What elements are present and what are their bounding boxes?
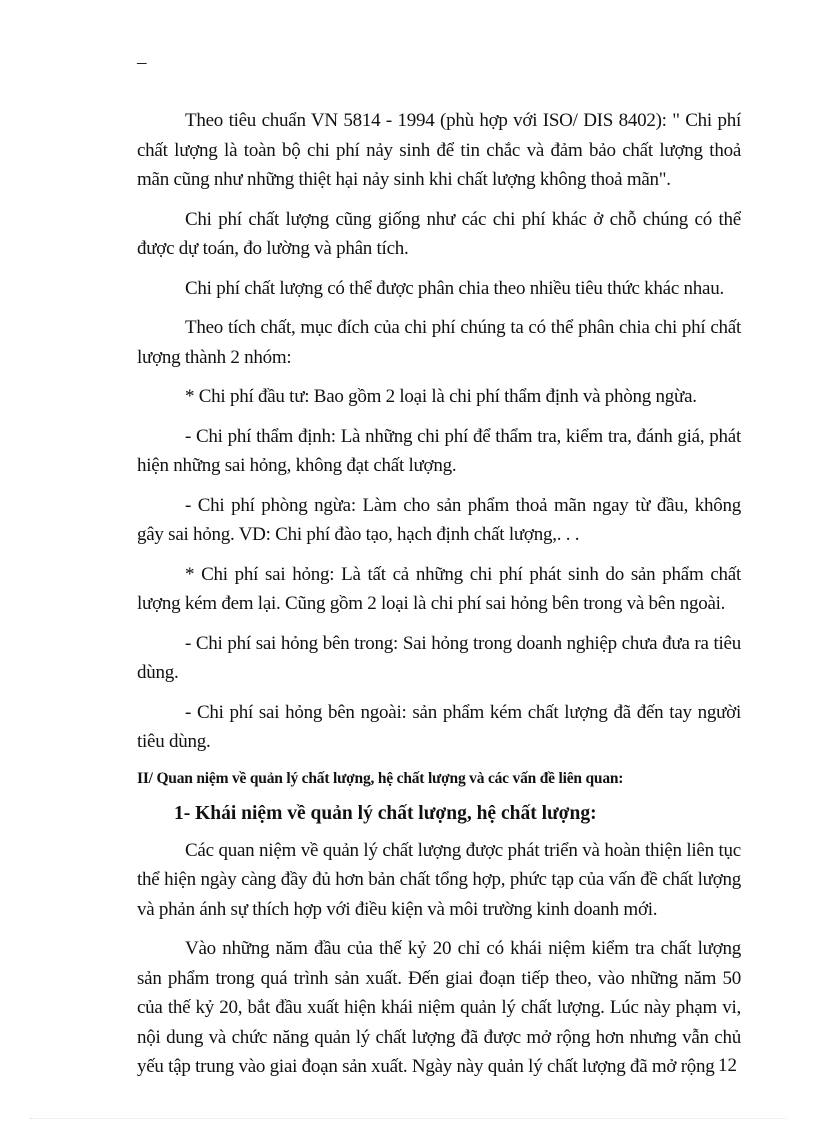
page-bottom-divider: [30, 1118, 786, 1119]
page-number: 12: [718, 1055, 737, 1076]
paragraph: Theo tiêu chuẩn VN 5814 - 1994 (phù hợp với ISO/ DIS 8402): " Chi phí chất lượng là toàn bộ chi phí nảy sinh để tin chắc và đảm bảo chất lượng thoả mãn cũng như những thiệt hại nảy sinh khi chất lượng không thoả mãn".: [137, 110, 741, 190]
top-dash-mark: –: [137, 52, 147, 73]
paragraph: Vào những năm đầu của thế kỷ 20 chỉ có khái niệm kiểm tra chất lượng sản phẩm trong quá trình sản xuất. Đến giai đoạn tiếp theo, vào những năm 50 của thế kỷ 20, bắt đầu xuất hiện khái niệm quản lý chất lượng. Lúc này phạm vi, nội dung và chức năng quản lý chất lượng đã được mở rộng hơn nhưng vẫn chủ yếu tập trung vào giai đoạn sản xuất. Ngày này quản lý chất lượng đã mở rộng: [137, 938, 741, 1077]
paragraph: - Chi phí phòng ngừa: Làm cho sản phẩm thoả mãn ngay từ đầu, không gây sai hỏng. VD: Chi phí đào tạo, hạch định chất lượng,. . .: [137, 494, 741, 545]
paragraph: Chi phí chất lượng cũng giống như các chi phí khác ở chỗ chúng có thể được dự toán, đo lường và phân tích.: [137, 208, 741, 259]
paragraph: Các quan niệm về quản lý chất lượng được phát triển và hoàn thiện liên tục thể hiện ngày càng đầy đủ hơn bản chất tổng hợp, phức tạp của vấn đề chất lượng và phản ánh sự thích hợp với điều kiện và môi trường kinh doanh mới.: [137, 839, 741, 920]
paragraph: - Chi phí sai hỏng bên ngoài: sản phẩm kém chất lượng đã đến tay người tiêu dùng.: [137, 701, 741, 752]
page-content: [137, 106, 741, 1092]
sub-heading: 1- Khái niệm về quản lý chất lượng, hệ chất lượng:: [174, 802, 597, 824]
section-heading: II/ Quan niệm về quản lý chất lượng, hệ chất lượng và các vấn đề liên quan:: [137, 769, 624, 787]
paragraph: * Chi phí sai hỏng: Là tất cả những chi phí phát sinh do sản phẩm chất lượng kém đem lại. Cũng gồm 2 loại là chi phí sai hỏng bên trong và bên ngoài.: [137, 563, 741, 614]
paragraph: - Chi phí sai hỏng bên trong: Sai hỏng trong doanh nghiệp chưa đưa ra tiêu dùng.: [137, 632, 741, 683]
paragraph: - Chi phí thẩm định: Là những chi phí để thẩm tra, kiểm tra, đánh giá, phát hiện những sai hỏng, không đạt chất lượng.: [137, 425, 741, 476]
paragraph: Theo tích chất, mục đích của chi phí chúng ta có thể phân chia chi phí chất lượng thành 2 nhóm:: [137, 317, 741, 368]
paragraph: Chi phí chất lượng có thể được phân chia theo nhiều tiêu thức khác nhau.: [185, 277, 724, 299]
paragraph: * Chi phí đầu tư: Bao gồm 2 loại là chi phí thẩm định và phòng ngừa.: [185, 386, 697, 407]
